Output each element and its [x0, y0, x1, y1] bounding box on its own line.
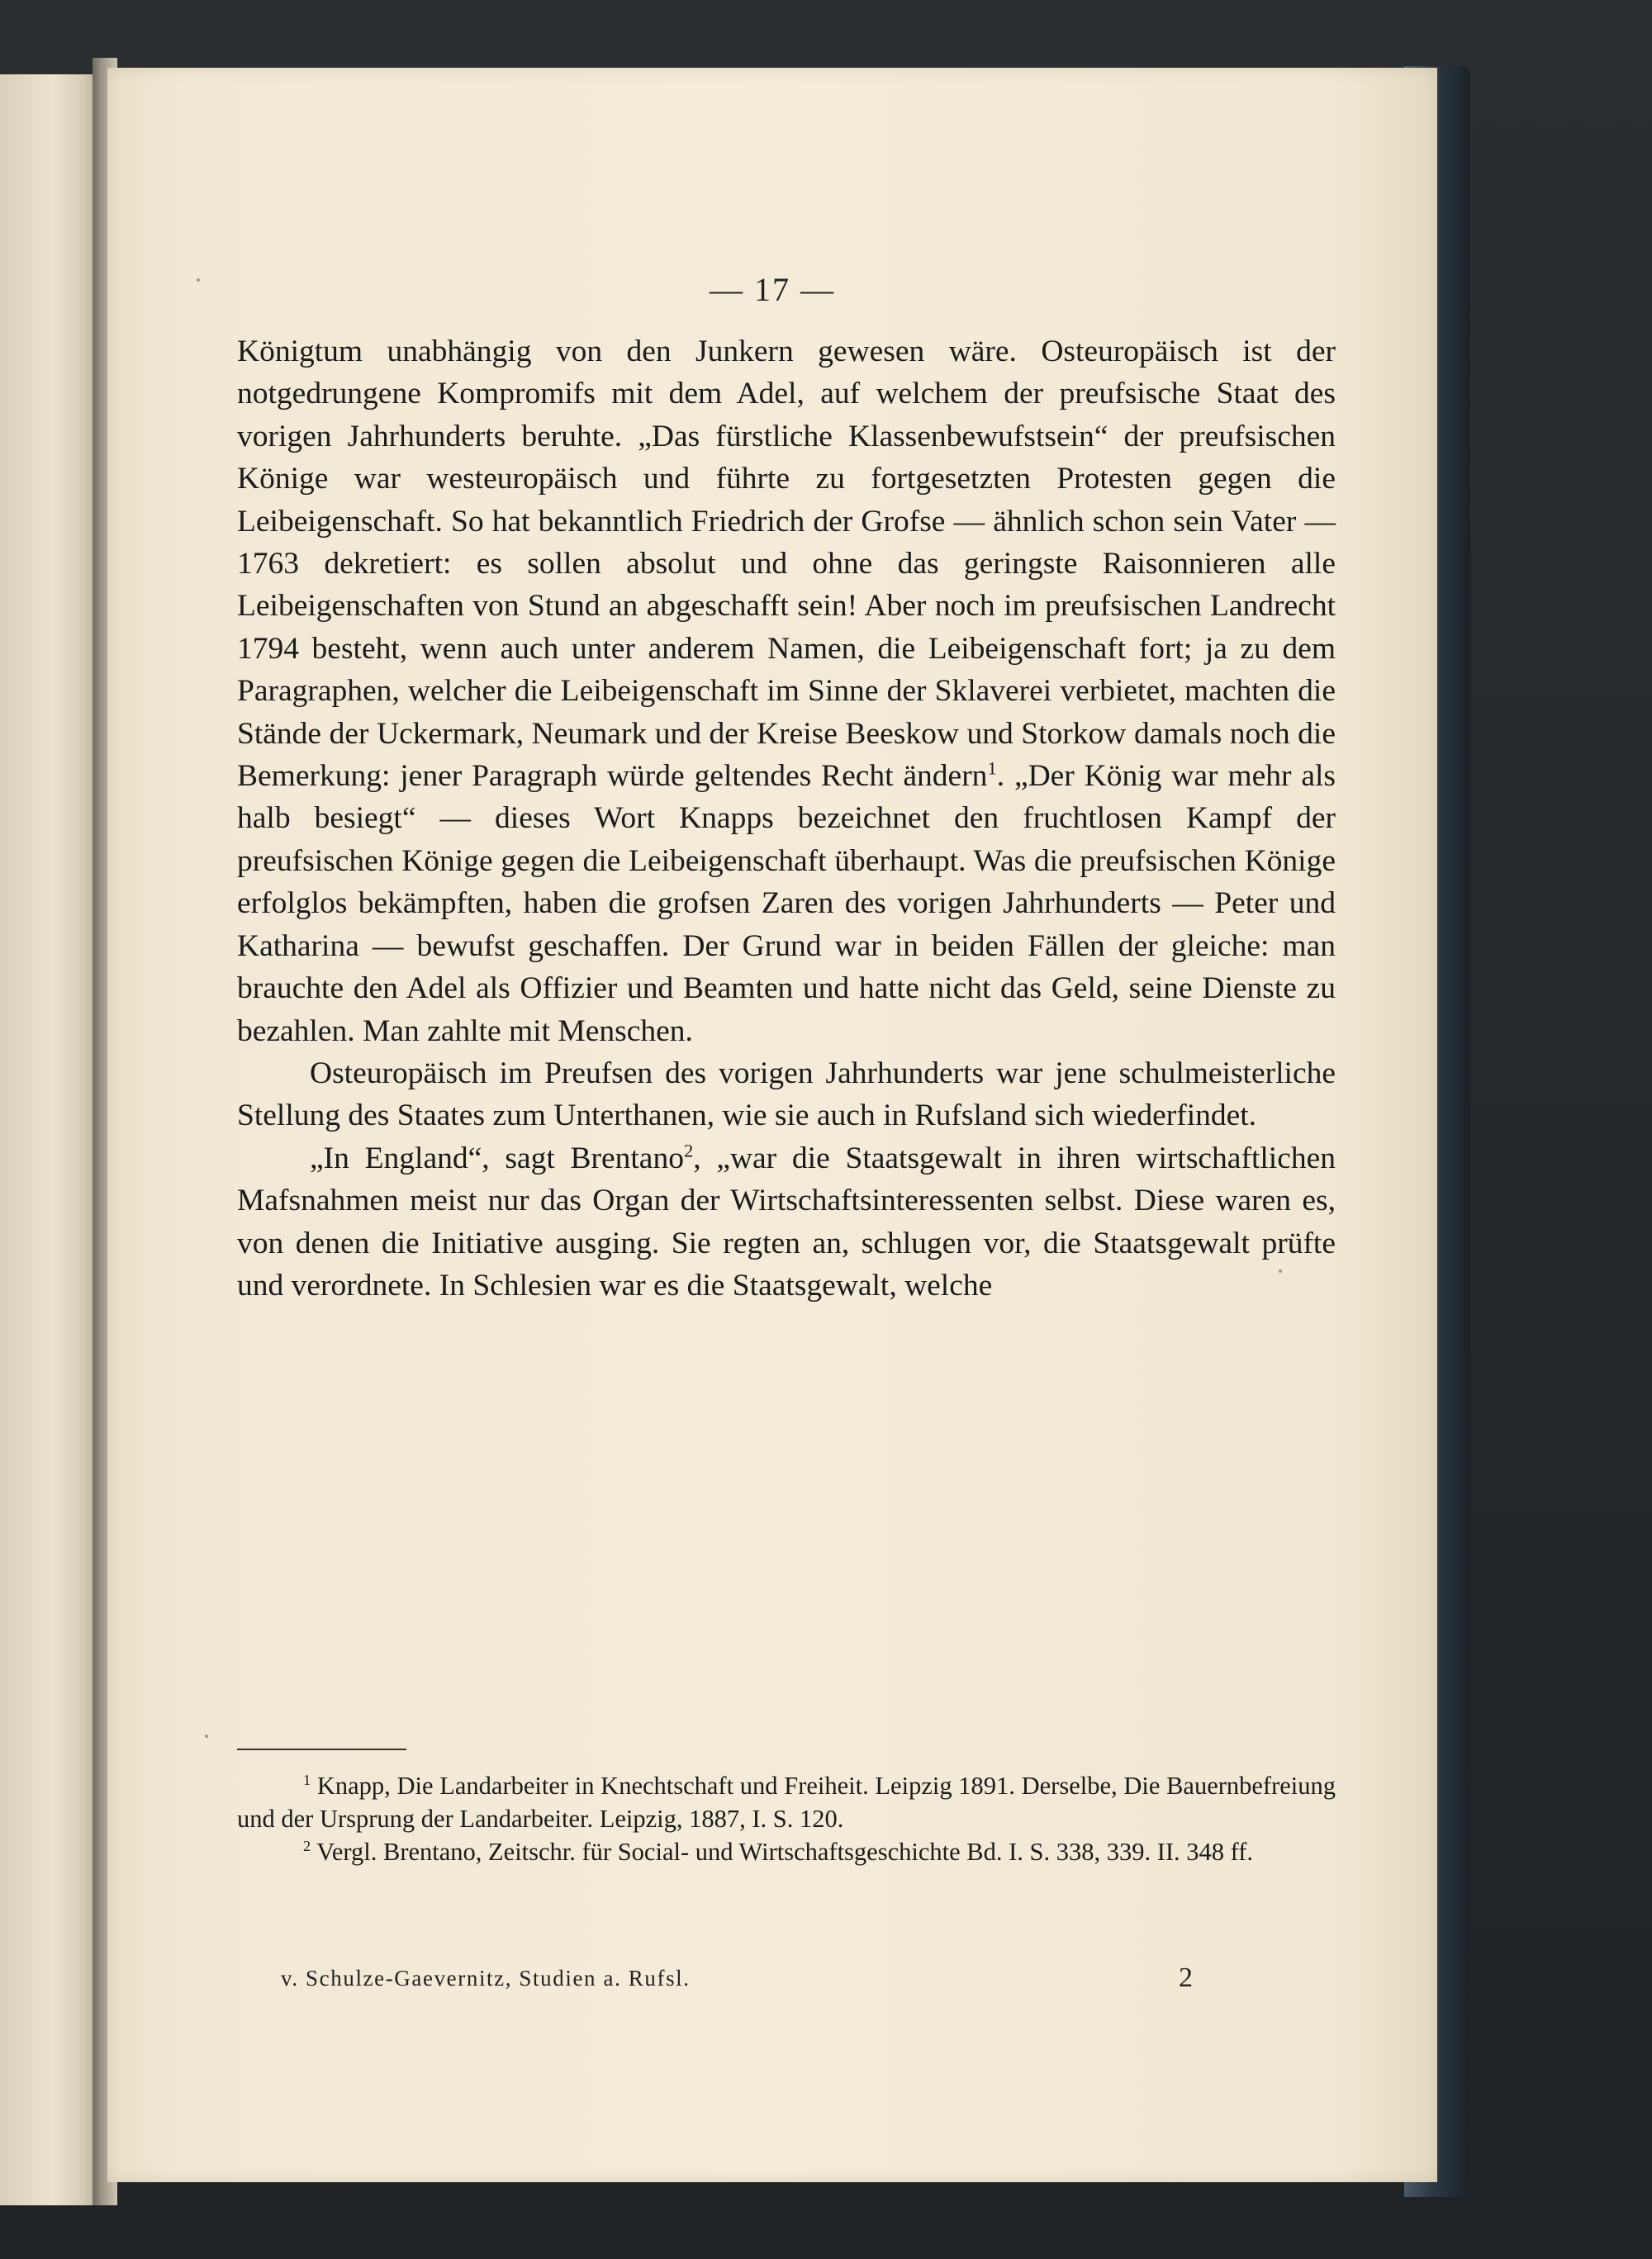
paper-speck — [197, 278, 200, 282]
paragraph-3 — [237, 1137, 1336, 1307]
paragraph-2-text: Osteuropäisch im Preufsen des vorigen Jahrhunderts war jene schulmeisterliche Stellung des Staates zum Unterthanen, wie sie auch in Rufsland sich wiederfindet. — [237, 1056, 1336, 1133]
footnote-ref-1: 1 — [987, 757, 997, 779]
book-page — [107, 68, 1437, 2182]
paper-speck — [1279, 1270, 1282, 1273]
footnote-2-text: Vergl. Brentano, Zeitschr. für Social- und Wirtschaftsgeschichte Bd. I. S. 338, 339. II. 348 ff. — [316, 1838, 1254, 1866]
footnote-2 — [237, 1835, 1336, 1868]
footnotes — [237, 1769, 1336, 1868]
facing-page-edge — [0, 74, 97, 2205]
sheet-number: 2 — [1179, 1962, 1193, 1993]
footnote-ref-2: 2 — [683, 1140, 694, 1161]
printer-signature-line: v. Schulze-Gaevernitz, Studien a. Rufsl. — [281, 1966, 691, 1991]
paragraph-1-text: Königtum unabhängig von den Junkern gewesen wäre. Osteuropäisch ist der notgedrungene Kompromifs mit dem Adel, auf welchem der preufsische Staat des vorigen Jahrhunderts beruhte. „Das fürstliche Klassenbewufstsein“ der preufsischen Könige war westeuropäisch und führte zu fortgesetzten Protesten gegen die Leibeigenschaft. So hat bekanntlich Friedrich der Grofse — ähnlich schon sein Vater — 1763 dekretiert: es sollen absolut und ohne das geringste Raisonnieren alle Leibeigenschaften von Stund an abgeschafft sein! Aber noch im preufsischen Landrecht 1794 besteht, wenn auch unter anderem Namen, die Leibeigenschaft fort; ja zu dem Paragraphen, welcher die Leibeigenschaft im Sinne der Sklaverei verbietet, machten die Stände der Uckermark, Neumark und der Kreise Beeskow und Storkow damals noch die Bemerkung: jener Paragraph würde geltendes Recht ändern — [237, 335, 1336, 794]
page-number-header: — 17 — — [710, 271, 835, 308]
footnote-1-mark: 1 — [303, 1771, 311, 1788]
footnote-1-text: Knapp, Die Landarbeiter in Knechtschaft und Freiheit. Leipzig 1891. Derselbe, Die Bauernbefreiung und der Ursprung der Landarbeiter. Leipzig, 1887, I. S. 120. — [237, 1772, 1336, 1833]
paragraph-3-text: „In England“, sagt Brentano — [310, 1141, 684, 1175]
footnote-rule — [237, 1749, 406, 1750]
footnote-1 — [237, 1769, 1336, 1835]
body-text — [237, 330, 1336, 1307]
paper-speck — [205, 1735, 208, 1738]
footnote-2-mark: 2 — [303, 1837, 311, 1854]
paragraph-1 — [237, 330, 1336, 1052]
paragraph-3-text-after: , „war die Staatsgewalt in ihren wirtschaftlichen Mafsnahmen meist nur das Organ der Wirtschaftsinteressenten selbst. Diese waren es, von denen die Initiative ausging. Sie regten an, schlugen vor, die Staatsgewalt prüfte und verordnete. In Schlesien war es die Staatsgewalt, welche — [237, 1141, 1336, 1303]
paragraph-1-text-after: . „Der König war mehr als halb besiegt“ — dieses Wort Knapps bezeichnet den fruchtlosen Kampf der preufsischen Könige gegen die Leibeigenschaft überhaupt. Was die preufsischen Könige erfolglos bekämpften, haben die grofsen Zaren des vorigen Jahrhunderts — Peter und Katharina — bewufst geschaffen. Der Grund war in beiden Fällen der gleiche: man brauchte den Adel als Offizier und Beamten und hatte nicht das Geld, seine Dienste zu bezahlen. Man zahlte mit Menschen. — [237, 759, 1336, 1048]
paragraph-2 — [237, 1052, 1336, 1137]
